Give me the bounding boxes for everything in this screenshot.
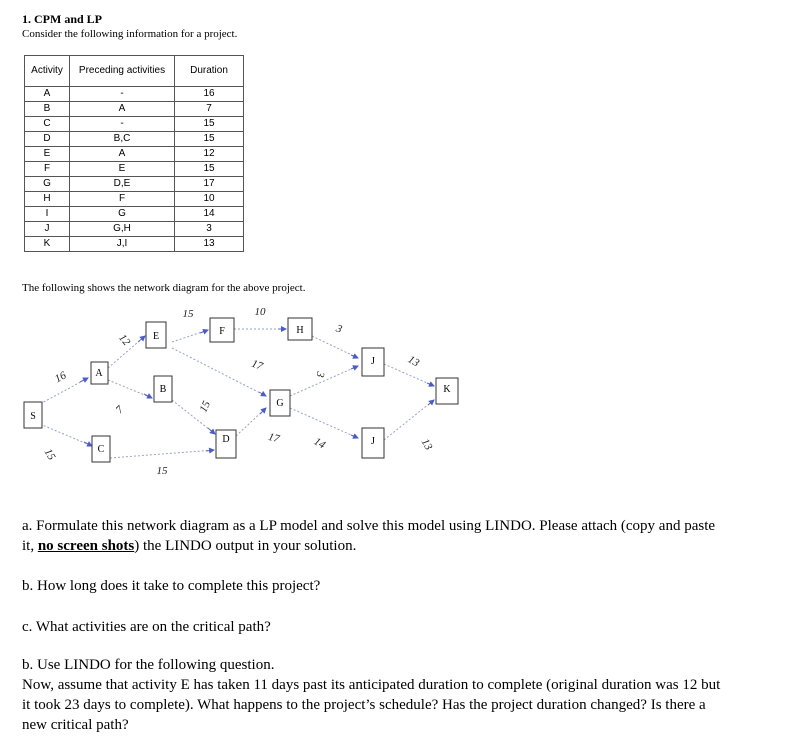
cell-duration: 15 (175, 117, 244, 132)
edge-e-g-arrow (259, 392, 266, 396)
question-a-emphasis: no screen shots (37, 538, 135, 554)
question-d (22, 655, 722, 735)
cell-duration: 15 (175, 162, 244, 177)
edge-label-h-j: 3 (334, 322, 344, 336)
svg-text:H: H (296, 325, 304, 336)
edge-g-i (290, 408, 358, 438)
cell-preceding: G,H (70, 222, 175, 237)
cell-preceding: A (70, 102, 175, 117)
node-c (92, 436, 110, 462)
cell-preceding: D,E (70, 177, 175, 192)
network-caption: The following shows the network diagram for the above project. (22, 282, 306, 294)
edge-g-i-arrow (351, 435, 358, 438)
table-row (25, 102, 244, 117)
edge-label-b-d: 15 (197, 399, 214, 415)
edge-label-a-e: 12 (116, 332, 133, 349)
network-diagram (0, 296, 480, 486)
edge-a-b-arrow (144, 394, 152, 398)
cell-duration: 12 (175, 147, 244, 162)
cell-activity: K (25, 237, 70, 252)
edge-label-s-a: 16 (52, 369, 69, 386)
edge-label-g-j: 3 (313, 370, 327, 379)
edge-label-d-g: 17 (266, 430, 281, 446)
edge-s-c (40, 424, 92, 446)
table-row (25, 222, 244, 237)
node-b (154, 376, 172, 402)
edge-label-e-f: 15 (182, 308, 194, 320)
table-row (25, 177, 244, 192)
node-a (91, 362, 108, 384)
table-row (25, 117, 244, 132)
edge-h-j (312, 336, 358, 358)
cell-duration: 14 (175, 207, 244, 222)
cell-activity: G (25, 177, 70, 192)
activity-table (24, 55, 244, 252)
edge-c-d (110, 450, 214, 458)
node-j-bottom (362, 428, 384, 458)
svg-text:G: G (276, 398, 284, 409)
header-activity: Activity (25, 56, 70, 87)
question-d-line-1: b. Use LINDO for the following question. (22, 657, 275, 673)
svg-text:A: A (95, 368, 103, 379)
header-preceding: Preceding activities (70, 56, 175, 87)
problem-heading: 1. CPM and LP (22, 12, 103, 26)
cell-duration: 13 (175, 237, 244, 252)
node-f (210, 318, 234, 342)
table-row (25, 192, 244, 207)
edge-a-e-arrow (138, 336, 145, 342)
question-c: c. What activities are on the critical path? (22, 619, 271, 635)
table-row (25, 147, 244, 162)
svg-text:F: F (219, 326, 225, 337)
node-e (146, 322, 166, 348)
edge-a-b (108, 380, 152, 398)
cell-activity: F (25, 162, 70, 177)
edge-h-j-arrow (351, 355, 358, 358)
cell-preceding: A (70, 147, 175, 162)
cell-preceding: F (70, 192, 175, 207)
cell-preceding: E (70, 162, 175, 177)
edge-label-c-d: 15 (156, 465, 168, 477)
cell-preceding: - (70, 117, 175, 132)
edge-j-k-arrow (427, 383, 434, 386)
edge-b-d-arrow (208, 428, 215, 434)
edge-g-j (290, 366, 358, 396)
edge-s-a-arrow (80, 378, 88, 382)
table-header-row (25, 56, 244, 87)
cell-activity: A (25, 87, 70, 102)
cell-activity: H (25, 192, 70, 207)
cell-preceding: - (70, 87, 175, 102)
cell-preceding: J,I (70, 237, 175, 252)
node-k (436, 378, 458, 404)
network-nodes (24, 318, 458, 462)
question-a-text-1: a. Formulate this network diagram as a LP model and solve this model using LINDO. Please attach (copy and paste it, (22, 518, 716, 554)
cell-duration: 10 (175, 192, 244, 207)
table-row (25, 132, 244, 147)
cell-activity: J (25, 222, 70, 237)
question-a (22, 516, 722, 556)
cell-activity: C (25, 117, 70, 132)
cell-duration: 3 (175, 222, 244, 237)
edge-i-k (384, 400, 434, 440)
cell-duration: 7 (175, 102, 244, 117)
cell-activity: D (25, 132, 70, 147)
node-d (216, 430, 236, 458)
question-b: b. How long does it take to complete this project? (22, 578, 321, 594)
cell-preceding: B,C (70, 132, 175, 147)
svg-text:S: S (30, 411, 36, 422)
edge-label-g-i: 14 (311, 435, 328, 452)
header-duration: Duration (175, 56, 244, 87)
svg-text:K: K (443, 384, 451, 395)
table-row (25, 207, 244, 222)
node-j-top (362, 348, 384, 376)
node-s (24, 402, 42, 428)
edge-i-k-arrow (428, 400, 434, 405)
node-g (270, 390, 290, 416)
question-a-text-2: ) the LINDO output in your solution. (134, 538, 357, 554)
edge-label-j-k: 13 (405, 353, 422, 370)
intro-text: Consider the following information for a project. (22, 28, 238, 40)
cell-activity: I (25, 207, 70, 222)
table-row (25, 87, 244, 102)
cell-activity: B (25, 102, 70, 117)
edge-s-c-arrow (84, 442, 92, 446)
edge-j-k (384, 364, 434, 386)
edge-e-f-arrow (200, 330, 208, 333)
question-d-line-2: Now, assume that activity E has taken 11 days past its anticipated duration to complete (original duration was 12 but it took 23 days to complete). What happens to the project’s schedule? Has the project duration changed? Is there a new critical path? (22, 677, 721, 733)
svg-text:J: J (371, 356, 375, 367)
table-row (25, 162, 244, 177)
edge-label-a-b: 7 (113, 403, 127, 417)
svg-text:D: D (222, 434, 230, 445)
edge-label-s-c: 15 (41, 446, 58, 463)
edge-label-i-k: 13 (418, 436, 435, 453)
svg-text:E: E (152, 331, 160, 342)
table-row (25, 237, 244, 252)
edge-e-g (172, 348, 266, 396)
cell-duration: 16 (175, 87, 244, 102)
cell-duration: 17 (175, 177, 244, 192)
cell-preceding: G (70, 207, 175, 222)
cell-activity: E (25, 147, 70, 162)
edge-label-e-g: 17 (249, 357, 265, 373)
svg-text:C: C (97, 444, 105, 455)
edge-g-j-arrow (351, 366, 358, 369)
edge-d-g-arrow (260, 408, 266, 414)
svg-text:J: J (371, 436, 375, 447)
edge-label-f-h: 10 (254, 306, 266, 318)
node-h (288, 318, 312, 340)
svg-text:B: B (159, 384, 167, 395)
cell-duration: 15 (175, 132, 244, 147)
